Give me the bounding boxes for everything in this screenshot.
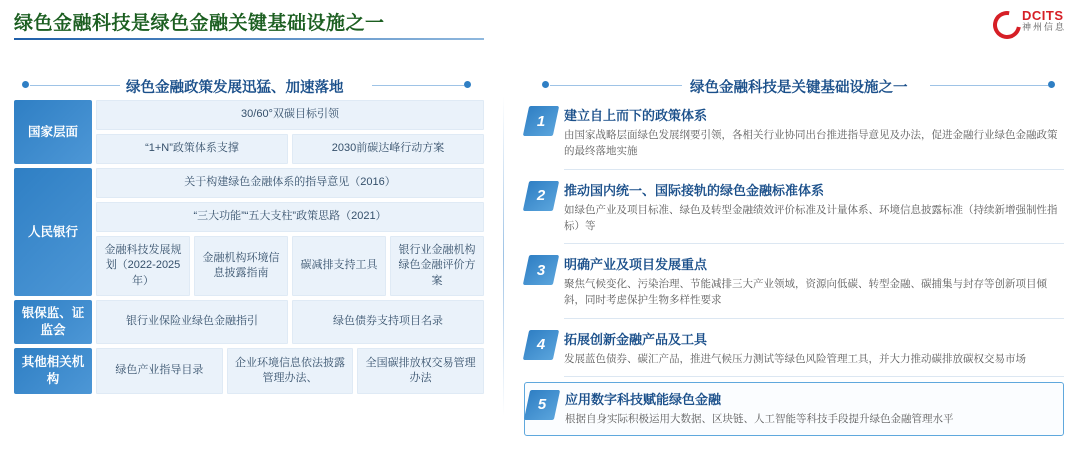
table-row — [14, 168, 484, 296]
step-number-badge: 1 — [524, 105, 558, 139]
table-row — [14, 348, 484, 394]
step-number-badge: 4 — [524, 329, 558, 363]
policy-cell: “三大功能”“五大支柱”政策思路（2021） — [96, 202, 484, 232]
logo-text-en: DCITS — [1021, 8, 1064, 24]
list-item-title: 明确产业及项目发展重点 — [564, 257, 708, 273]
right-section-title: 绿色金融科技是关键基础设施之一 — [690, 80, 908, 96]
left-section-title: 绿色金融政策发展迅猛、加速落地 — [126, 80, 344, 96]
policy-cell: 关于构建绿色金融体系的指导意见（2016） — [96, 168, 484, 198]
logo-swirl-icon — [993, 10, 1017, 32]
table-row — [14, 300, 484, 344]
policy-cell: 银行业金融机构绿色金融评价方案 — [390, 236, 484, 296]
company-logo — [993, 8, 1066, 34]
row-label-national: 国家层面 — [14, 100, 92, 164]
policy-table — [14, 100, 484, 398]
list-item-desc: 由国家战略层面绿色发展纲要引领，各相关行业协同出台推进指导意见及办法，促进金融行业绿色金融政策的最终落地实施 — [564, 129, 1058, 158]
policy-cell: 银行业保险业绿色金融指引 — [96, 300, 288, 344]
table-row — [14, 100, 484, 164]
list-item-desc: 根据自身实际积极运用大数据、区块链、人工智能等科技手段提升绿色金融管理水平 — [565, 412, 954, 425]
policy-cell: 2030前碳达峰行动方案 — [292, 134, 484, 164]
list-item-divider — [564, 376, 1064, 377]
policy-cell: 金融科技发展规划（2022-2025年） — [96, 236, 190, 296]
left-rail-right — [372, 85, 464, 86]
list-item-title: 建立自上而下的政策体系 — [564, 108, 708, 123]
panel-divider — [503, 96, 504, 416]
left-rail-dot-end — [464, 81, 471, 88]
step-number-badge: 3 — [524, 254, 558, 288]
list-item — [524, 324, 1064, 373]
page-title: 绿色金融科技是绿色金融关键基础设施之一 — [14, 13, 385, 34]
policy-cell: “1+N”政策体系支撑 — [96, 134, 288, 164]
list-item-title: 应用数字科技赋能绿色金融 — [565, 391, 722, 407]
step-number-badge: 5 — [525, 389, 559, 423]
list-item — [524, 175, 1064, 241]
list-item-highlighted — [524, 382, 1064, 436]
title-underline — [14, 38, 484, 40]
left-rail-dot-start — [22, 81, 29, 88]
list-item — [524, 249, 1064, 315]
right-rail-dot-end — [1048, 81, 1055, 88]
list-item — [524, 100, 1064, 166]
left-rail-left — [30, 85, 120, 86]
policy-cell: 绿色产业指导目录 — [96, 348, 223, 394]
key-infrastructure-list — [524, 100, 1064, 445]
list-item-desc: 聚焦气候变化、污染治理、节能减排三大产业领域，资源向低碳、转型金融、碳捕集与封存等创新项目倾斜，同时考虑保护生物多样性要求 — [564, 278, 1047, 307]
policy-cell: 绿色债券支持项目名录 — [292, 300, 484, 344]
policy-cell: 企业环境信息依法披露管理办法、 — [227, 348, 354, 394]
row-label-cbirc: 银保监、证监会 — [14, 300, 92, 344]
list-item-divider — [564, 243, 1064, 244]
right-rail-right — [930, 85, 1048, 86]
policy-cell: 金融机构环境信息披露指南 — [194, 236, 288, 296]
row-label-pboc: 人民银行 — [14, 168, 92, 296]
logo-text-cn: 神州信息 — [1021, 22, 1066, 33]
list-item-divider — [564, 318, 1064, 319]
list-item-divider — [564, 169, 1064, 170]
list-item-desc: 发展蓝色债券、碳汇产品，推进气候压力测试等绿色风险管理工具，并大力推动碳排放碳权交易市场 — [564, 352, 1026, 365]
policy-cell: 30/60°双碳目标引领 — [96, 100, 484, 130]
list-item-title: 推动国内统一、国际接轨的绿色金融标准体系 — [564, 182, 825, 198]
policy-cell: 碳减排支持工具 — [292, 236, 386, 296]
step-number-badge: 2 — [524, 180, 558, 214]
right-rail-left — [550, 85, 682, 86]
list-item-title: 拓展创新金融产品及工具 — [564, 331, 708, 347]
page-header — [0, 0, 1080, 44]
right-rail-dot-start — [542, 81, 549, 88]
list-item-desc: 如绿色产业及项目标准、绿色及转型金融绩效评价标准及计量体系、环境信息披露标准（持续新增强制性指标）等 — [564, 203, 1058, 232]
policy-cell: 全国碳排放权交易管理办法 — [357, 348, 484, 394]
row-label-other: 其他相关机构 — [14, 348, 92, 394]
